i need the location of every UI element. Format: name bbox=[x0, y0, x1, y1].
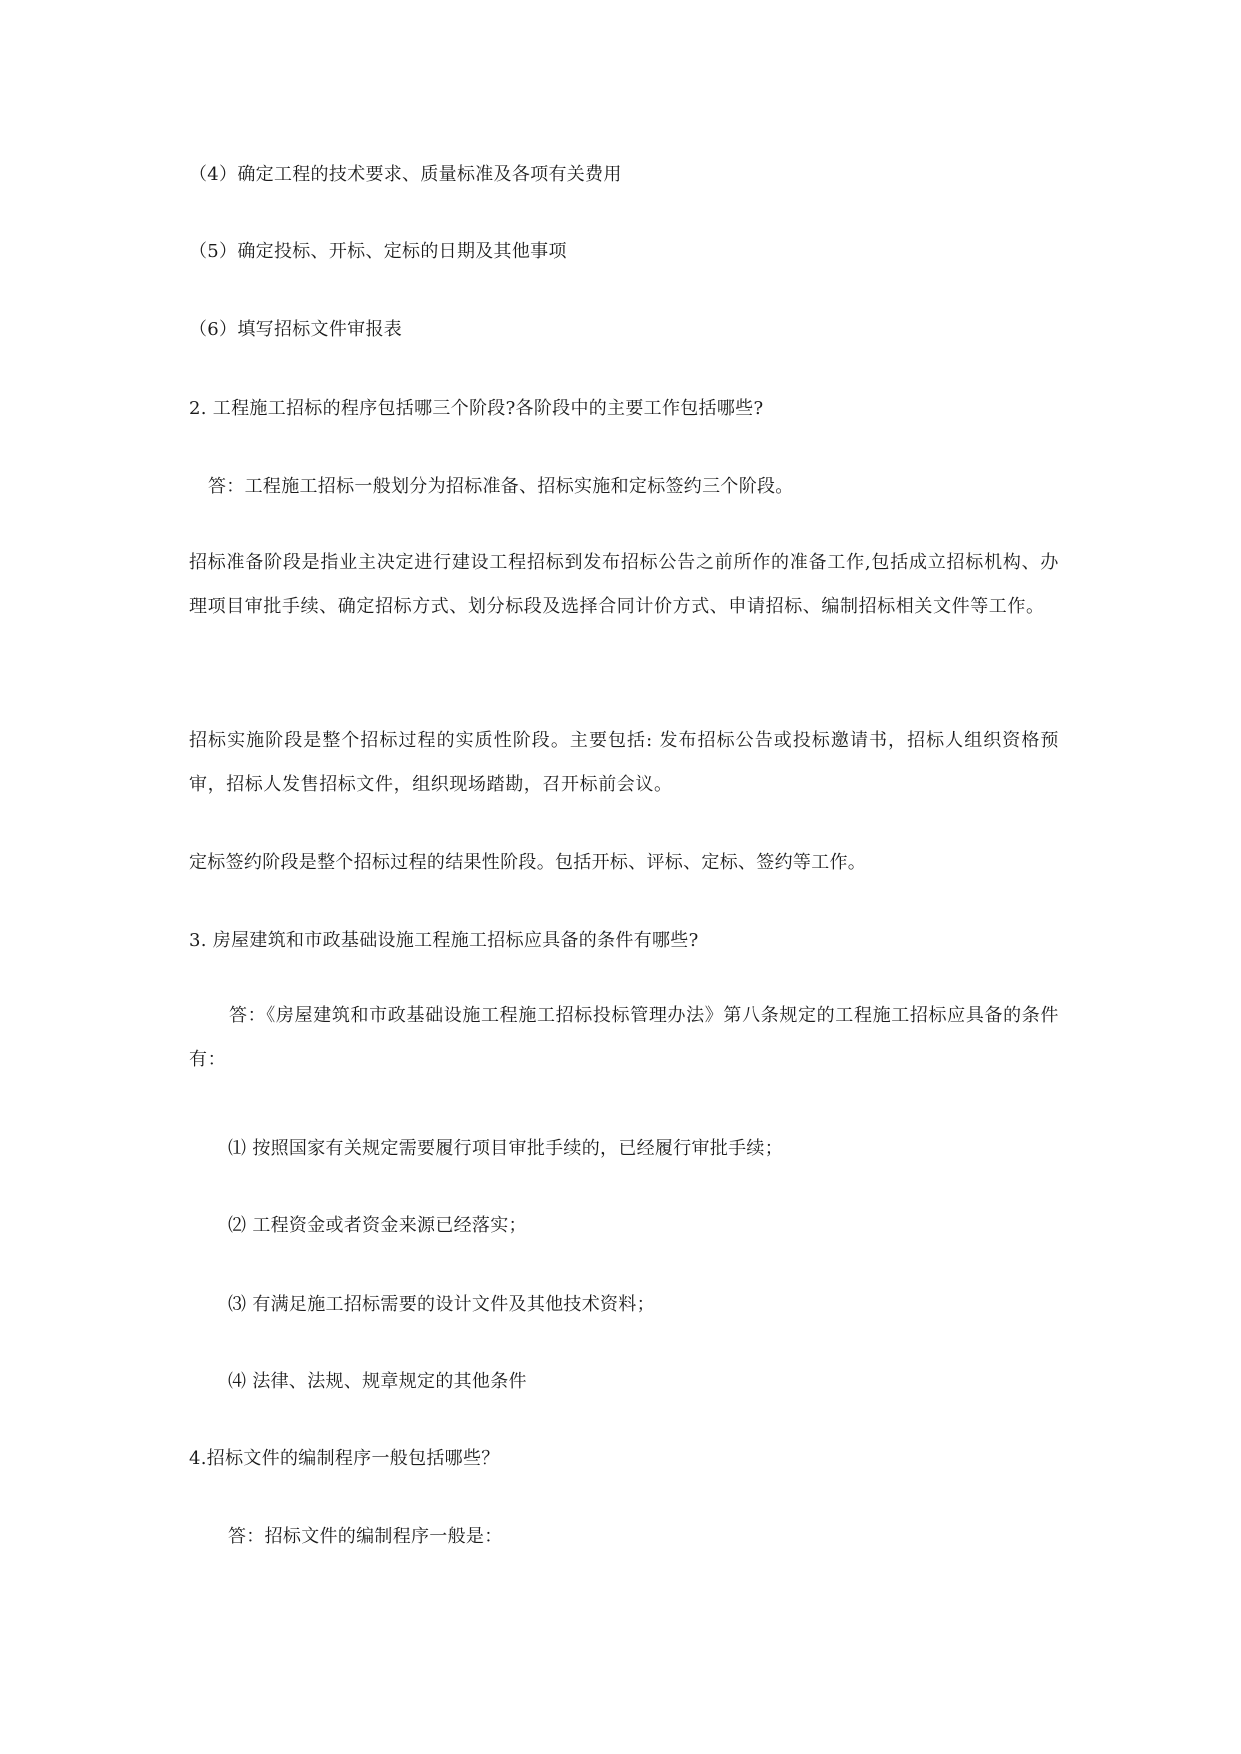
list-item-6: （6）填写招标文件审报表 bbox=[189, 319, 403, 340]
condition-item-4: ⑷ 法律、法规、规章规定的其他条件 bbox=[228, 1371, 527, 1392]
condition-item-3: ⑶ 有满足施工招标需要的设计文件及其他技术资料； bbox=[228, 1294, 655, 1315]
list-item-5: （5）确定投标、开标、定标的日期及其他事项 bbox=[189, 241, 567, 262]
question-3: 3. 房屋建筑和市政基础设施工程施工招标应具备的条件有哪些? bbox=[189, 930, 699, 951]
question-4-answer: 答：招标文件的编制程序一般是： bbox=[228, 1526, 503, 1547]
paragraph-prep-stage: 招标准备阶段是指业主决定进行建设工程招标到发布招标公告之前所作的准备工作,包括成立招标机构、办理项目审批手续、确定招标方式、划分标段及选择合同计价方式、申请招标、编制招标相关文件等工作。 bbox=[189, 552, 1059, 617]
list-item-4: （4）确定工程的技术要求、质量标准及各项有关费用 bbox=[189, 164, 622, 185]
paragraph-implementation-stage: 招标实施阶段是整个招标过程的实质性阶段。主要包括: 发布招标公告或投标邀请书，招标人组织资格预审，招标人发售招标文件，组织现场踏勘，召开标前会议。 bbox=[189, 730, 1059, 795]
question-2: 2. 工程施工招标的程序包括哪三个阶段?各阶段中的主要工作包括哪些? bbox=[189, 398, 764, 419]
question-2-answer: 答：工程施工招标一般划分为招标准备、招标实施和定标签约三个阶段。 bbox=[208, 476, 794, 497]
question-4: 4.招标文件的编制程序一般包括哪些？ bbox=[189, 1448, 500, 1469]
paragraph-signing-stage: 定标签约阶段是整个招标过程的结果性阶段。包括开标、评标、定标、签约等工作。 bbox=[189, 852, 867, 873]
condition-item-1: ⑴ 按照国家有关规定需要履行项目审批手续的，已经履行审批手续； bbox=[228, 1138, 784, 1159]
question-3-answer: 答：《房屋建筑和市政基础设施工程施工招标投标管理办法》第八条规定的工程施工招标应具备的条件有： bbox=[189, 1005, 1059, 1070]
condition-item-2: ⑵ 工程资金或者资金来源已经落实； bbox=[228, 1215, 527, 1236]
